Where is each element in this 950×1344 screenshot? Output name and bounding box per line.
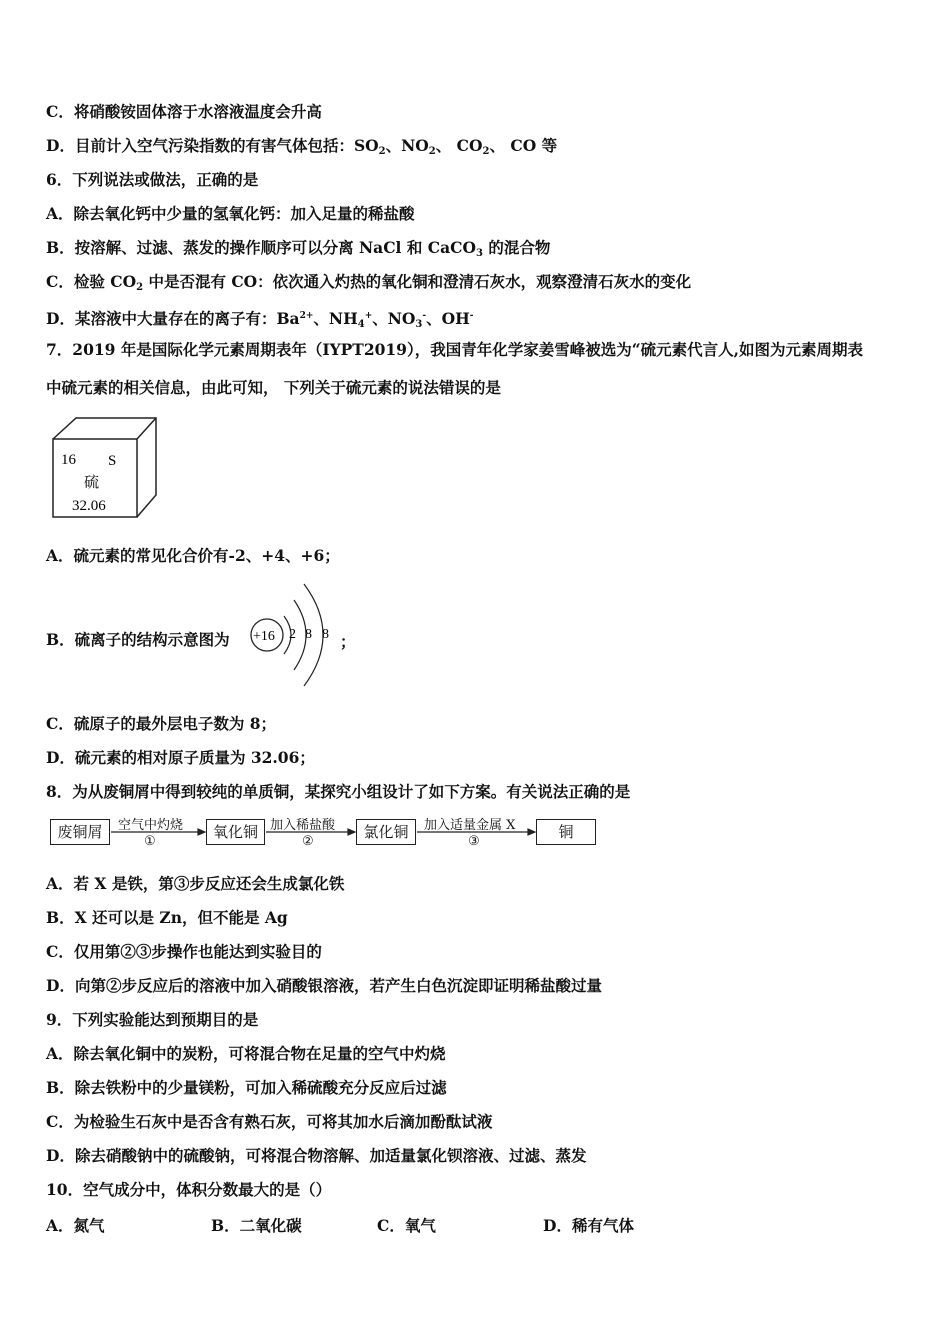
element-number: 16 xyxy=(61,452,76,468)
shell-3-electrons: 8 xyxy=(322,627,329,642)
q7-option-d: D．硫元素的相对原子质量为 32.06； xyxy=(46,748,315,767)
q6-d-sup-3: - xyxy=(422,311,427,321)
q9-option-b: B．除去铁粉中的少量镁粉，可加入稀硫酸充分反应后过滤 xyxy=(46,1078,447,1097)
q5-option-c: C．将硝酸铵固体溶于水溶液温度会升高 xyxy=(46,102,322,121)
q6-d-text-1: D．某溶液中大量存在的离子有：Ba xyxy=(46,309,300,328)
sulfide-ion-diagram xyxy=(246,580,346,690)
q6-b-post: 的混合物 xyxy=(482,238,551,257)
q6-d-sup-2: + xyxy=(364,311,373,321)
q7-b-semicolon: ； xyxy=(340,632,356,651)
sulfur-element-cell xyxy=(50,415,160,523)
q5-d-text-1: D．目前计入空气污染指数的有害气体包括：SO xyxy=(46,136,379,155)
q10-option-d: D．稀有气体 xyxy=(543,1216,634,1235)
q7-stem-line-2: 中硫元素的相关信息，由此可知， 下列关于硫元素的说法错误的是 xyxy=(46,378,501,397)
q6-option-c xyxy=(46,272,691,298)
q9-option-c: C．为检验生石灰中是否含有熟石灰，可将其加水后滴加酚酞试液 xyxy=(46,1112,493,1131)
shell-2-electrons: 8 xyxy=(305,627,312,642)
q8-option-b: B．X 还可以是 Zn，但不能是 Ag xyxy=(46,908,288,927)
element-symbol: S xyxy=(108,453,117,469)
q5-option-d xyxy=(46,136,557,162)
q6-d-sup-1: 2+ xyxy=(299,311,314,321)
q6-d-text-2: 、NH xyxy=(313,309,358,328)
q8-option-d: D．向第②步反应后的溶液中加入硝酸银溶液，若产生白色沉淀即证明稀盐酸过量 xyxy=(46,976,602,995)
shell-1-electrons: 2 xyxy=(289,627,296,642)
q6-option-a: A．除去氧化钙中少量的氢氧化钙：加入足量的稀盐酸 xyxy=(46,204,415,223)
q5-d-sub-2: 2 xyxy=(428,146,436,157)
q7-option-c: C．硫原子的最外层电子数为 8； xyxy=(46,714,277,733)
q7-option-b: B．硫离子的结构示意图为 xyxy=(46,630,230,649)
q5-d-text-3: 、 CO xyxy=(435,136,483,155)
q8-stem: 8．为从废铜屑中得到较纯的单质铜，某探究小组设计了如下方案。有关说法正确的是 xyxy=(46,782,631,801)
nucleus-charge: +16 xyxy=(253,629,275,644)
q7-stem-line-1: 7．2019 年是国际化学元素周期表年（IYPT2019），我国青年化学家姜雪峰被选为“硫元素代言人,如图为元素周期表 xyxy=(46,340,864,359)
arrow-2-step: ② xyxy=(302,834,314,849)
q5-d-sub-1: 2 xyxy=(378,146,386,157)
q6-option-d xyxy=(46,306,474,335)
arrow-2-label: 加入稀盐酸 xyxy=(270,818,336,833)
q10-option-a: A．氮气 xyxy=(46,1216,105,1235)
q5-d-text-2: 、NO xyxy=(385,136,429,155)
element-mass: 32.06 xyxy=(72,498,106,514)
q6-d-sub-2: 3 xyxy=(415,319,423,330)
element-name: 硫 xyxy=(84,473,100,491)
arrow-3-label: 加入适量金属 X xyxy=(424,818,516,833)
arrow-3-head xyxy=(528,829,535,835)
q6-d-sub-1: 4 xyxy=(357,319,365,330)
q6-c-post: 中是否混有 CO：依次通入灼热的氧化铜和澄清石灰水，观察澄清石灰水的变化 xyxy=(143,272,692,291)
arrow-2-head xyxy=(348,829,355,835)
flow-box-copper-oxide: 氧化铜 xyxy=(206,819,265,845)
q8-option-a: A．若 X 是铁，第③步反应还会生成氯化铁 xyxy=(46,874,345,893)
q6-c-sub: 2 xyxy=(136,282,144,293)
flow-box-scrap-copper: 废铜屑 xyxy=(50,819,110,845)
q6-d-text-4: 、OH xyxy=(426,309,470,328)
q9-option-a: A．除去氧化铜中的炭粉，可将混合物在足量的空气中灼烧 xyxy=(46,1044,446,1063)
q7-option-a: A．硫元素的常见化合价有-2、+4、+6； xyxy=(46,546,340,565)
cell-top-edge xyxy=(137,418,156,439)
copper-flowchart xyxy=(50,814,610,854)
q6-stem: 6．下列说法或做法，正确的是 xyxy=(46,170,259,189)
q9-option-d: D．除去硝酸钠中的硫酸钠，可将混合物溶解、加适量氯化钡溶液、过滤、蒸发 xyxy=(46,1146,587,1165)
flow-box-copper: 铜 xyxy=(536,819,596,845)
arrow-1-step: ① xyxy=(144,834,156,849)
q10-option-c: C．氧气 xyxy=(377,1216,436,1235)
q10-stem: 10．空气成分中，体积分数最大的是（） xyxy=(46,1180,332,1199)
arrow-1-head xyxy=(198,829,205,835)
q5-d-text-4: 、 CO 等 xyxy=(489,136,558,155)
q5-d-sub-3: 2 xyxy=(482,146,490,157)
q6-d-sup-4: - xyxy=(469,311,474,321)
q10-option-b: B．二氧化碳 xyxy=(211,1216,302,1235)
q6-d-text-3: 、NO xyxy=(372,309,416,328)
q6-b-sub: 3 xyxy=(475,248,483,259)
arrow-3-step: ③ xyxy=(468,834,480,849)
q6-b-text: B．按溶解、过滤、蒸发的操作顺序可以分离 NaCl 和 CaCO xyxy=(46,238,476,257)
flow-box-copper-chloride: 氯化铜 xyxy=(356,819,416,845)
arrow-1-label: 空气中灼烧 xyxy=(118,818,184,833)
q6-option-b xyxy=(46,238,550,264)
q9-stem: 9．下列实验能达到预期目的是 xyxy=(46,1010,259,1029)
q6-c-text: C．检验 CO xyxy=(46,272,137,291)
q8-option-c: C．仅用第②③步操作也能达到实验目的 xyxy=(46,942,322,961)
